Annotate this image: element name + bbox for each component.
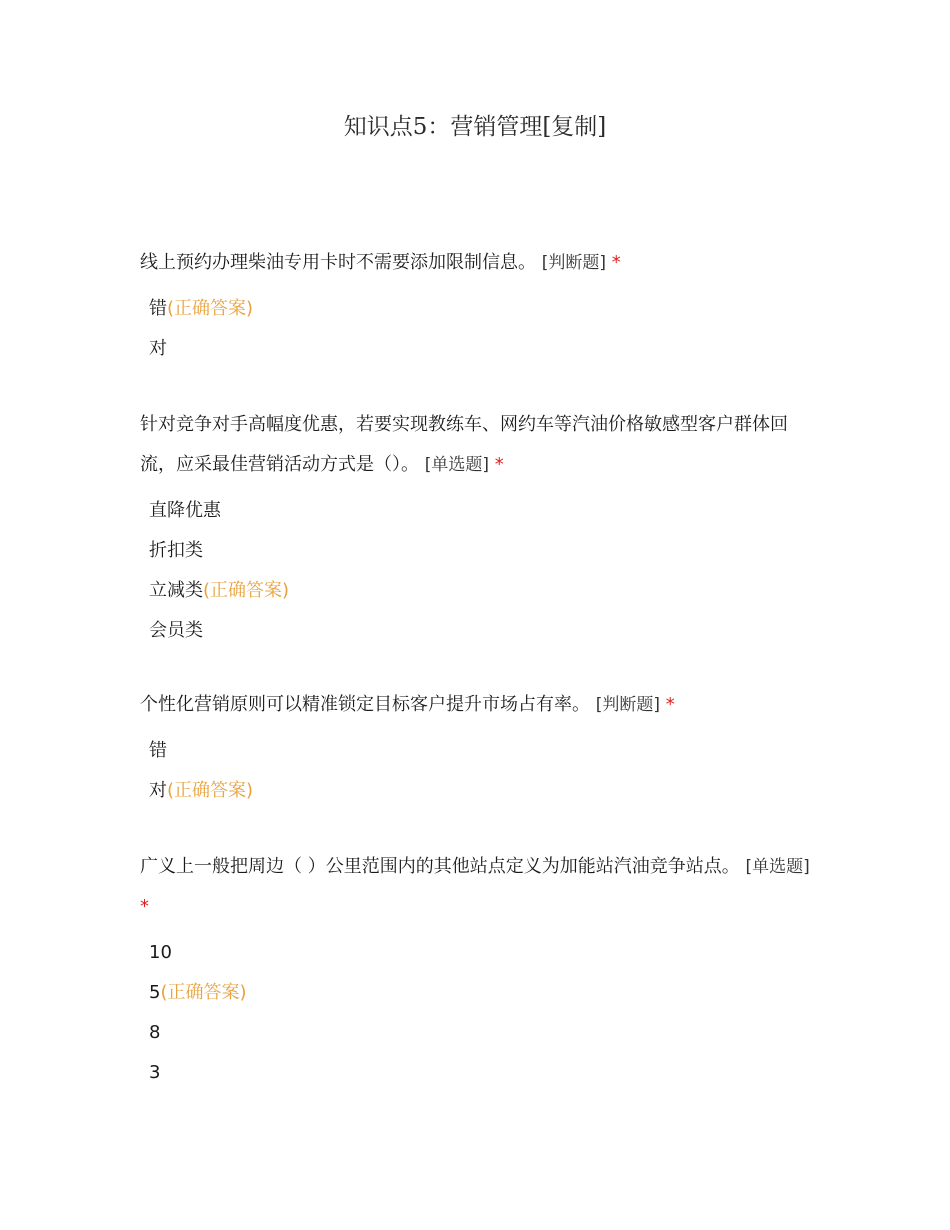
option[interactable] xyxy=(140,491,820,531)
required-mark: * xyxy=(494,454,504,475)
option-label: 直降优惠 xyxy=(149,500,221,521)
option-label: 错 xyxy=(149,740,167,761)
correct-answer-tag: (正确答案) xyxy=(160,982,247,1003)
correct-answer-tag: (正确答案) xyxy=(167,298,254,319)
option-list xyxy=(140,731,820,811)
option-label: 立减类 xyxy=(149,580,203,601)
question-text xyxy=(140,243,820,283)
option[interactable] xyxy=(140,329,820,369)
correct-answer-tag: (正确答案) xyxy=(203,580,290,601)
option-list xyxy=(140,933,820,1093)
option-label: 折扣类 xyxy=(149,540,203,561)
option-label: 会员类 xyxy=(149,620,203,641)
option[interactable] xyxy=(140,731,820,771)
option[interactable] xyxy=(140,1013,820,1053)
question-text xyxy=(140,685,820,725)
option-list xyxy=(140,491,820,651)
option[interactable] xyxy=(140,611,820,651)
required-mark: * xyxy=(611,252,621,273)
option-label: 8 xyxy=(149,1022,161,1043)
correct-answer-tag: (正确答案) xyxy=(167,780,254,801)
option-list xyxy=(140,289,820,369)
question-3 xyxy=(140,685,820,811)
option[interactable] xyxy=(140,933,820,973)
question-4 xyxy=(140,847,820,1093)
option-label: 对 xyxy=(149,338,167,359)
option[interactable] xyxy=(140,531,820,571)
question-stem: 个性化营销原则可以精准锁定目标客户提升市场占有率。 xyxy=(140,694,590,715)
question-1 xyxy=(140,243,820,369)
option-label: 对 xyxy=(149,780,167,801)
page-title: 知识点5：营销管理[复制] xyxy=(343,114,607,140)
question-type: [单选题] xyxy=(745,857,810,877)
required-mark: * xyxy=(665,694,675,715)
question-text xyxy=(140,405,820,485)
option[interactable] xyxy=(140,1053,820,1093)
question-stem: 线上预约办理柴油专用卡时不需要添加限制信息。 xyxy=(140,252,536,273)
question-stem: 针对竞争对手高幅度优惠，若要实现教练车、网约车等汽油价格敏感型客户群体回流，应采最佳营销活动方式是（）。 xyxy=(140,414,788,475)
option[interactable] xyxy=(140,571,820,611)
option-label: 3 xyxy=(149,1062,161,1083)
question-2 xyxy=(140,405,820,651)
option[interactable] xyxy=(140,289,820,329)
question-type: [判断题] xyxy=(541,253,606,273)
question-type: [判断题] xyxy=(595,695,660,715)
option-label: 10 xyxy=(149,942,172,963)
question-stem: 广义上一般把周边（ ）公里范围内的其他站点定义为加能站汽油竞争站点。 xyxy=(140,856,740,877)
option[interactable] xyxy=(140,973,820,1013)
question-type: [单选题] xyxy=(424,455,489,475)
option-label: 5 xyxy=(149,982,161,1003)
option-label: 错 xyxy=(149,298,167,319)
option[interactable] xyxy=(140,771,820,811)
question-text xyxy=(140,847,820,927)
required-mark: * xyxy=(140,896,149,917)
